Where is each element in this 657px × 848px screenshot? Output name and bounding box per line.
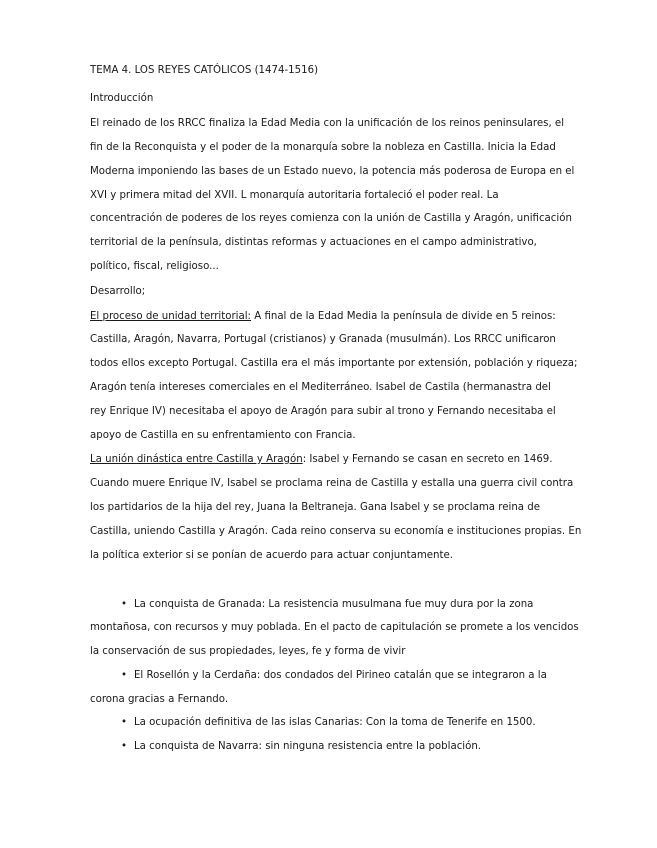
- section-territorial-heading: El proceso de unidad territorial:: [90, 311, 251, 322]
- bullet-dot-icon: •: [121, 599, 128, 610]
- bullet-dot-icon: •: [121, 670, 128, 681]
- section-dynastic-line: Castilla, uniendo Castilla y Aragón. Cada reino conserva su economía e instituciones propias. En: [90, 526, 582, 537]
- section-dynastic-first-line: [90, 453, 560, 467]
- section-dynastic-heading: La unión dinástica entre Castilla y Aragón: [90, 454, 303, 465]
- bullet-item: La conquista de Granada: La resistencia musulmana fue muy dura por la zona: [134, 599, 534, 610]
- section-dynastic-text: : Isabel y Fernando se casan en secreto en 1469.: [302, 454, 553, 465]
- section-territorial-first-line: [90, 310, 560, 324]
- bullet-item-continuation: la conservación de sus propiedades, leyes, fe y forma de vivir: [90, 646, 406, 657]
- intro-line: Moderna imponiendo las bases de un Estado nuevo, la potencia más poderosa de Europa en el: [90, 166, 575, 177]
- development-heading: Desarrollo;: [90, 286, 146, 297]
- document-title: TEMA 4. LOS REYES CATÓLICOS (1474-1516): [90, 65, 319, 76]
- intro-line: fin de la Reconquista y el poder de la monarquía sobre la nobleza en Castilla. Inicia la Edad: [90, 142, 556, 153]
- bullet-item-continuation: montañosa, con recursos y muy poblada. En el pacto de capitulación se promete a los vencidos: [90, 622, 579, 633]
- section-territorial-line: Aragón tenía intereses comerciales en el Mediterráneo. Isabel de Castila (hermanastra del: [90, 382, 551, 393]
- intro-line: político, fiscal, religioso...: [90, 261, 219, 272]
- bullet-dot-icon: •: [121, 717, 128, 728]
- section-dynastic-line: Cuando muere Enrique IV, Isabel se proclama reina de Castilla y estalla una guerra civil contra: [90, 478, 574, 489]
- bullet-item: La conquista de Navarra: sin ninguna resistencia entre la población.: [134, 741, 482, 752]
- bullet-item: El Rosellón y la Cerdaña: dos condados del Pirineo catalán que se integraron a la: [134, 670, 547, 681]
- intro-line: El reinado de los RRCC finaliza la Edad Media con la unificación de los reinos peninsulares, el: [90, 118, 565, 129]
- intro-line: XVI y primera mitad del XVII. L monarquía autoritaria fortaleció el poder real. La: [90, 190, 499, 201]
- section-territorial-line: rey Enrique IV) necesitaba el apoyo de Aragón para subir al trono y Fernando necesitaba el: [90, 406, 556, 417]
- section-dynastic-line: la política exterior si se ponían de acuerdo para actuar conjuntamente.: [90, 550, 454, 561]
- section-territorial-line: Castilla, Aragón, Navarra, Portugal (cristianos) y Granada (musulmán). Los RRCC unificaron: [90, 334, 556, 345]
- bullet-item-continuation: corona gracias a Fernando.: [90, 694, 229, 705]
- intro-line: territorial de la península, distintas reformas y actuaciones en el campo administrativo,: [90, 237, 537, 248]
- bullet-dot-icon: •: [121, 741, 128, 752]
- section-territorial-line: apoyo de Castilla en su enfrentamiento con Francia.: [90, 430, 356, 441]
- section-territorial-text: A final de la Edad Media la península de divide en 5 reinos:: [251, 311, 556, 322]
- intro-line: concentración de poderes de los reyes comienza con la unión de Castilla y Aragón, unificación: [90, 213, 572, 224]
- section-dynastic-line: los partidarios de la hija del rey, Juana la Beltraneja. Gana Isabel y se proclama reina de: [90, 502, 540, 513]
- bullet-item: La ocupación definitiva de las islas Canarias: Con la toma de Tenerife en 1500.: [134, 717, 536, 728]
- intro-heading: Introducción: [90, 93, 154, 104]
- section-territorial-line: todos ellos excepto Portugal. Castilla era el más importante por extensión, población y riqueza;: [90, 358, 578, 369]
